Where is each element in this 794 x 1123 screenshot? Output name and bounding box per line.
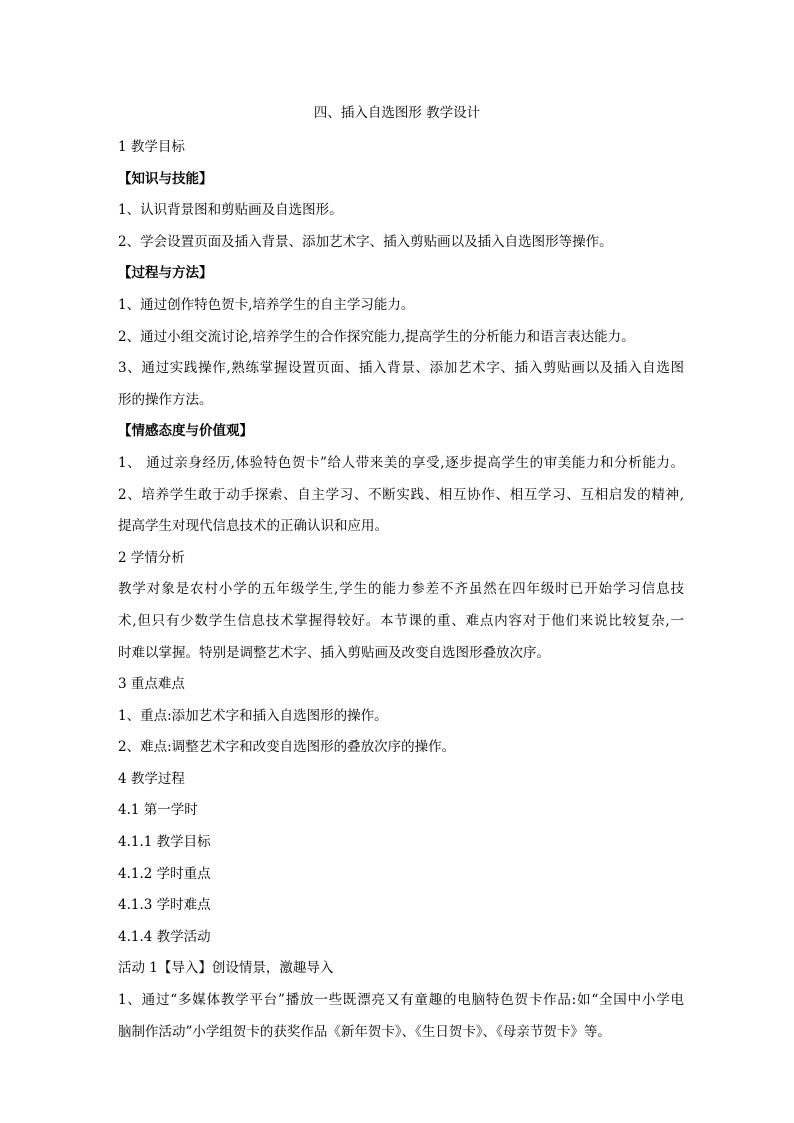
section-heading: 【过程与方法】	[118, 265, 213, 282]
paragraph-line: 1、重点:添加艺术字和插入自选图形的操作。	[118, 707, 388, 724]
paragraph-line: 1、认识背景图和剪贴画及自选图形。	[118, 202, 343, 219]
section-heading: 【知识与技能】	[118, 170, 213, 187]
paragraph-line: 1、 通过亲身经历,体验特色贺卡”给人带来美的享受,逐步提高学生的审美能力和分析能力。	[118, 454, 684, 471]
paragraph-line: 1 教学目标	[118, 139, 185, 155]
paragraph-line: 教学对象是农村小学的五年级学生,学生的能力参差不齐虽然在四年级时已开始学习信息技	[118, 581, 684, 598]
paragraph-line: 4.1 第一学时	[118, 802, 198, 819]
paragraph-line: 形的操作方法。	[118, 391, 213, 408]
section-heading: 【情感态度与价值观】	[118, 423, 253, 440]
paragraph-line: 2 学情分析	[118, 549, 185, 566]
paragraph-line: 1、通过“多媒体教学平台”播放一些既漂亮又有童趣的电脑特色贺卡作品:如“全国中小学电	[118, 992, 684, 1009]
paragraph-line: 2、通过小组交流讨论,培养学生的合作探究能力,提高学生的分析能力和语言表达能力。	[118, 328, 635, 345]
paragraph-line: 1、通过创作特色贺卡,培养学生的自主学习能力。	[118, 296, 415, 313]
paragraph-line: 提高学生对现代信息技术的正确认识和应用。	[118, 518, 388, 535]
paragraph-line: 4.1.4 教学活动	[118, 928, 211, 945]
paragraph-line: 4 教学过程	[118, 770, 185, 787]
paragraph-line: 3 重点难点	[118, 676, 185, 693]
paragraph-line: 4.1.2 学时重点	[118, 865, 211, 882]
paragraph-line: 2、学会设置页面及插入背景、添加艺术字、插入剪贴画以及插入自选图形等操作。	[118, 233, 613, 250]
document-body	[118, 132, 684, 1048]
paragraph-line: 4.1.1 教学目标	[118, 834, 211, 851]
paragraph-line: 2、培养学生敢于动手探索、自主学习、不断实践、相互协作、相互学习、互相启发的精神,	[118, 486, 684, 503]
paragraph-line: 术,但只有少数学生信息技术掌握得较好。本节课的重、难点内容对于他们来说比较复杂,一	[118, 612, 684, 629]
paragraph-line: 时难以掌握。特别是调整艺术字、插入剪贴画及改变自选图形叠放次序。	[118, 644, 550, 661]
paragraph-line: 3、通过实践操作,熟练掌握设置页面、插入背景、添加艺术字、插入剪贴画以及插入自选图	[118, 360, 684, 377]
paragraph-line: 脑制作活动”小学组贺卡的获奖作品《新年贺卡》、《生日贺卡》、《母亲节贺卡》等。	[118, 1023, 611, 1040]
document-title: 四、插入自选图形 教学设计	[313, 105, 481, 121]
paragraph-line: 2、难点:调整艺术字和改变自选图形的叠放次序的操作。	[118, 739, 456, 756]
paragraph-line: 4.1.3 学时难点	[118, 897, 211, 914]
paragraph-line: 活动 1【导入】创设情景，激趣导入	[118, 960, 334, 977]
